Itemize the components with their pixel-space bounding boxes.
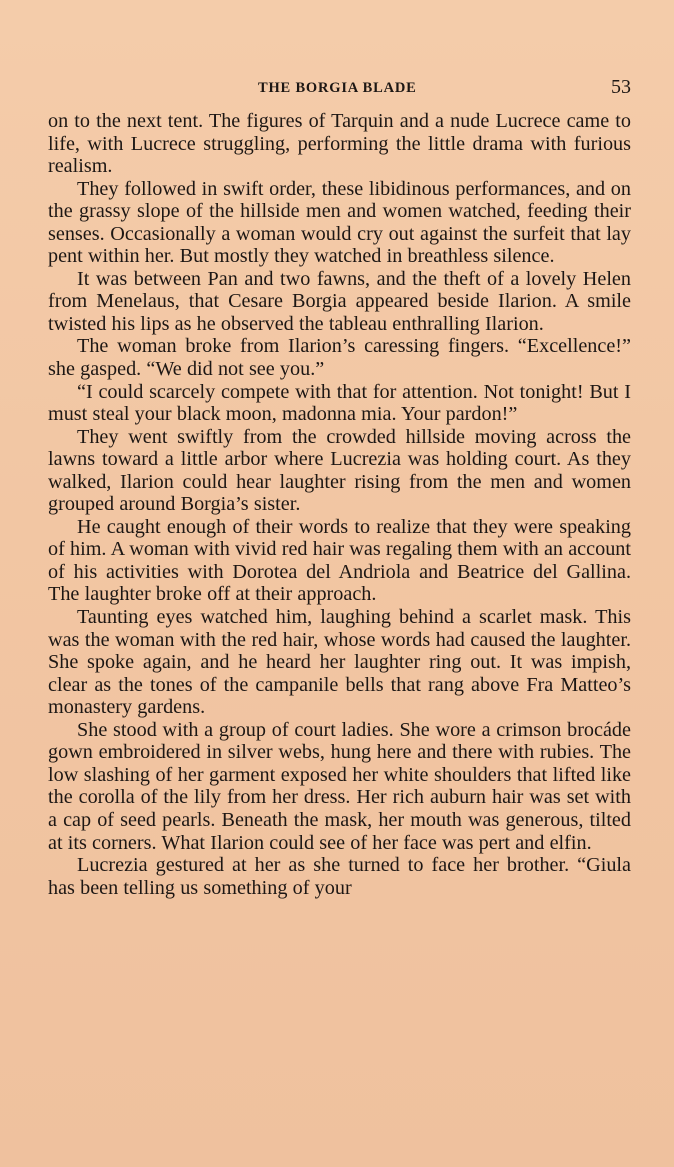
paragraph-6: They went swiftly from the crowded hillside moving across the lawns toward a little arbor where Lucrezia was holding court. As they walked, Ilarion could hear laughter rising from the men and women grouped around Borgia’s sister. [48, 425, 631, 516]
page-header [48, 78, 631, 100]
paragraph-3: It was between Pan and two fawns, and the theft of a lovely Helen from Menelaus, that Cesare Borgia appeared beside Ilarion. A smile twisted his lips as he observed the tableau enthralling Ilarion. [48, 267, 631, 335]
paragraph-4: The woman broke from Ilarion’s caressing fingers. “Excellence!” she gasped. “We did not see you.” [48, 335, 631, 381]
paragraph-9: She stood with a group of court ladies. She wore a crimson brocáde gown embroidered in silver webs, hung here and there with rubies. The low slashing of her garment exposed her white shoulders that lifted like the corolla of the lily from her dress. Her rich auburn hair was set with a cap of seed pearls. Beneath the mask, her mouth was generous, tilted at its corners. What Ilarion could see of her face was pert and elfin. [48, 718, 631, 854]
paragraph-5: “I could scarcely compete with that for attention. Not tonight! But I must steal your black moon, madonna mia. Your pardon!” [48, 380, 631, 426]
page-number: 53 [611, 76, 631, 98]
paragraph-2: They followed in swift order, these libidinous performances, and on the grassy slope of the hillside men and women watched, feeding their senses. Occasionally a woman would cry out against the surfeit that lay pent within her. But mostly they watched in breathless silence. [48, 177, 631, 268]
paragraph-8: Taunting eyes watched him, laughing behind a scarlet mask. This was the woman with the red hair, whose words had caused the laughter. She spoke again, and he heard her laughter ring out. It was impish, clear as the tones of the campanile bells that rang above Fra Matteo’s monastery gardens. [48, 606, 631, 719]
paragraph-7: He caught enough of their words to realize that they were speaking of him. A woman with vivid red hair was regaling them with an account of his activities with Dorotea del Andriola and Beatrice del Gallina. The laughter broke off at their approach. [48, 515, 631, 606]
running-head: THE BORGIA BLADE [258, 80, 417, 96]
body-text [48, 110, 631, 899]
paragraph-1: on to the next tent. The figures of Tarquin and a nude Lucrece came to life, with Lucrece struggling, performing the little drama with furious realism. [48, 110, 631, 178]
paragraph-10: Lucrezia gestured at her as she turned to face her brother. “Giula has been telling us something of your [48, 854, 631, 899]
